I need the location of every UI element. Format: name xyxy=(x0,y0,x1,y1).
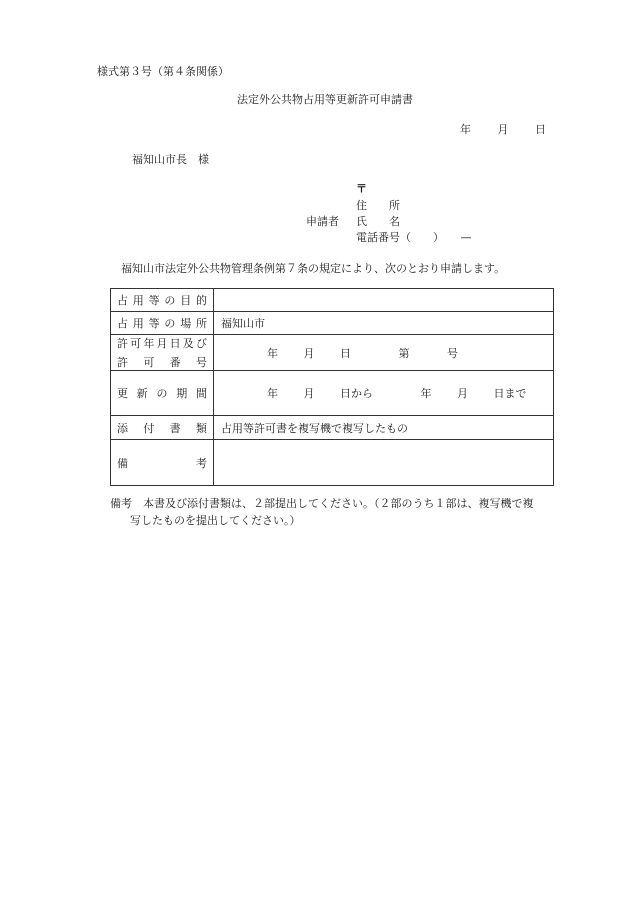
footnote-line1: 備考 本書及び添付書類は、２部提出してください。（２部のうち１部は、複写機で複 xyxy=(110,497,534,510)
remarks-label: 備 考 xyxy=(117,456,207,470)
period-from-day: 日から xyxy=(340,387,373,400)
attachment-value-cell xyxy=(214,416,554,440)
date-month-label: 月 xyxy=(497,123,509,136)
form-number: 様式第３号（第４条関係） xyxy=(97,65,229,78)
footnote xyxy=(110,495,570,529)
addressee: 福知山市長 様 xyxy=(132,153,209,166)
attachment-label-cell xyxy=(111,416,214,440)
permit-number-prefix: 第 xyxy=(398,346,410,360)
period-value-cell xyxy=(214,371,554,416)
table-row xyxy=(111,371,554,416)
location-value-cell xyxy=(214,312,554,335)
table-row xyxy=(111,416,554,440)
phone-label: 電話番号（ ） — xyxy=(356,231,472,244)
permit-label-cell xyxy=(111,335,214,371)
postal-mark: 〒 xyxy=(356,182,367,195)
permit-day: 日 xyxy=(340,346,351,360)
permit-month: 月 xyxy=(303,346,315,360)
permit-value-cell xyxy=(214,335,554,371)
purpose-label: 占 用 等 の 目 的 xyxy=(117,294,207,307)
purpose-value-cell xyxy=(214,289,554,312)
name-label: 氏 名 xyxy=(356,215,400,228)
location-label: 占 用 等 の 場 所 xyxy=(117,317,207,330)
table-row xyxy=(111,335,554,371)
period-label: 更 新 の 期 間 xyxy=(117,387,207,400)
table-row xyxy=(111,312,554,335)
table-row xyxy=(111,440,554,486)
period-to-month: 月 xyxy=(457,387,468,400)
remarks-label-cell xyxy=(111,440,214,486)
period-from-month: 月 xyxy=(303,387,315,400)
period-to-day: 日まで xyxy=(493,387,527,400)
date-year-label: 年 xyxy=(460,123,471,136)
permit-label-line1: 許 可 年 月 日 及 び xyxy=(117,337,207,350)
date-line xyxy=(460,124,546,135)
location-value: 福知山市 xyxy=(221,317,265,330)
attachment-value: 占用等許可書を複写機で複写したもの xyxy=(221,421,408,435)
permit-number-suffix: 号 xyxy=(447,346,458,360)
permit-label-line2: 許 可 番 号 xyxy=(117,356,207,369)
applicant-role-label: 申請者 xyxy=(306,215,339,228)
location-label-cell xyxy=(111,312,214,335)
table-row xyxy=(111,289,554,312)
date-day-label: 日 xyxy=(535,123,546,136)
attachment-label: 添 付 書 類 xyxy=(117,421,207,435)
footnote-line2: 写したものを提出してください。） xyxy=(130,514,301,527)
application-table xyxy=(110,288,554,486)
period-to-year: 年 xyxy=(420,387,432,400)
permit-year: 年 xyxy=(267,346,278,360)
period-label-cell xyxy=(111,371,214,416)
period-from-year: 年 xyxy=(267,387,278,400)
page-title: 法定外公共物占用等更新許可申請書 xyxy=(237,93,413,106)
remarks-value-cell xyxy=(214,440,554,486)
purpose-label-cell xyxy=(111,289,214,312)
address-label: 住 所 xyxy=(356,199,400,212)
intro-text: 福知山市法定外公共物管理条例第７条の規定により、次のとおり申請します。 xyxy=(121,262,506,275)
